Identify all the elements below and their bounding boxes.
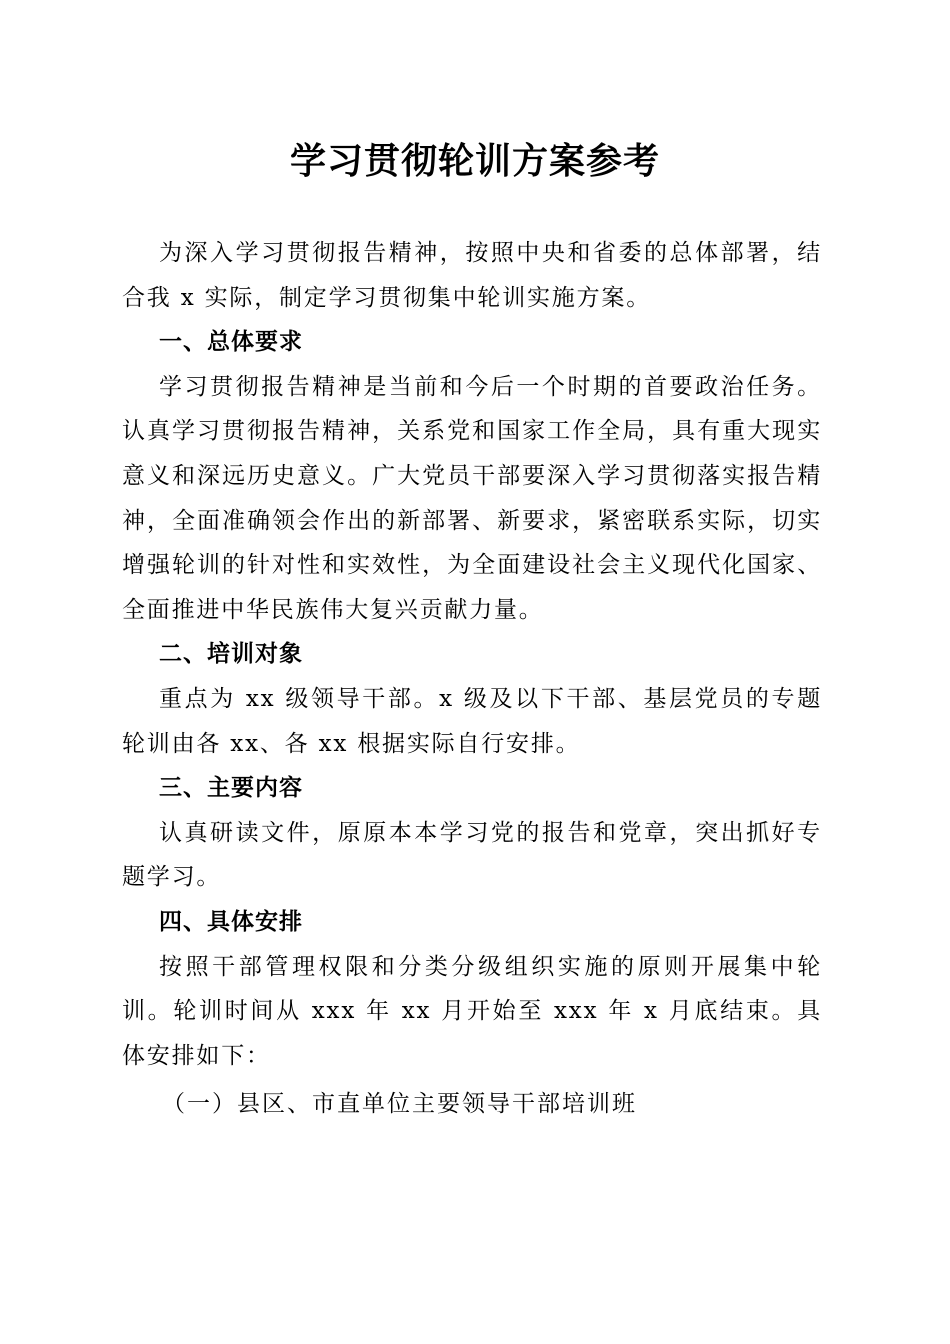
section-paragraph-main-content: 认真研读文件，原原本本学习党的报告和党章，突出抓好专题学习。 xyxy=(122,819,822,891)
section-paragraph-overall-requirements: 学习贯彻报告精神是当前和今后一个时期的首要政治任务。认真学习贯彻报告精神，关系党和国家工作全局，具有重大现实意义和深远历史意义。广大党员干部要深入学习贯彻落实报告精神，全面准确领会作出的新部署、新要求，紧密联系实际，切实增强轮训的针对性和实效性，为全面建设社会主义现代化国家、全面推进中华民族伟大复兴贡献力量。 xyxy=(122,373,822,623)
document-body xyxy=(122,231,822,1127)
subsection-heading-leaders-training-class: （一）县区、市直单位主要领导干部培训班 xyxy=(162,1091,637,1118)
section-heading-overall-requirements: 一、总体要求 xyxy=(159,329,303,356)
section-paragraph-specific-arrangements: 按照干部管理权限和分类分级组织实施的原则开展集中轮训。轮训时间从 xxx 年 xx 月开始至 xxx 年 x 月底结束。具体安排如下： xyxy=(122,953,822,1069)
section-heading-specific-arrangements: 四、具体安排 xyxy=(159,908,303,935)
document-title: 学习贯彻轮训方案参考 xyxy=(289,140,660,182)
section-paragraph-training-targets: 重点为 xx 级领导干部。x 级及以下干部、基层党员的专题轮训由各 xx、各 xx 根据实际自行安排。 xyxy=(122,685,822,757)
section-heading-training-targets: 二、培训对象 xyxy=(159,641,303,668)
intro-paragraph: 为深入学习贯彻报告精神，按照中央和省委的总体部署，结合我 x 实际，制定学习贯彻集中轮训实施方案。 xyxy=(122,240,822,311)
section-heading-main-content: 三、主要内容 xyxy=(159,775,303,802)
